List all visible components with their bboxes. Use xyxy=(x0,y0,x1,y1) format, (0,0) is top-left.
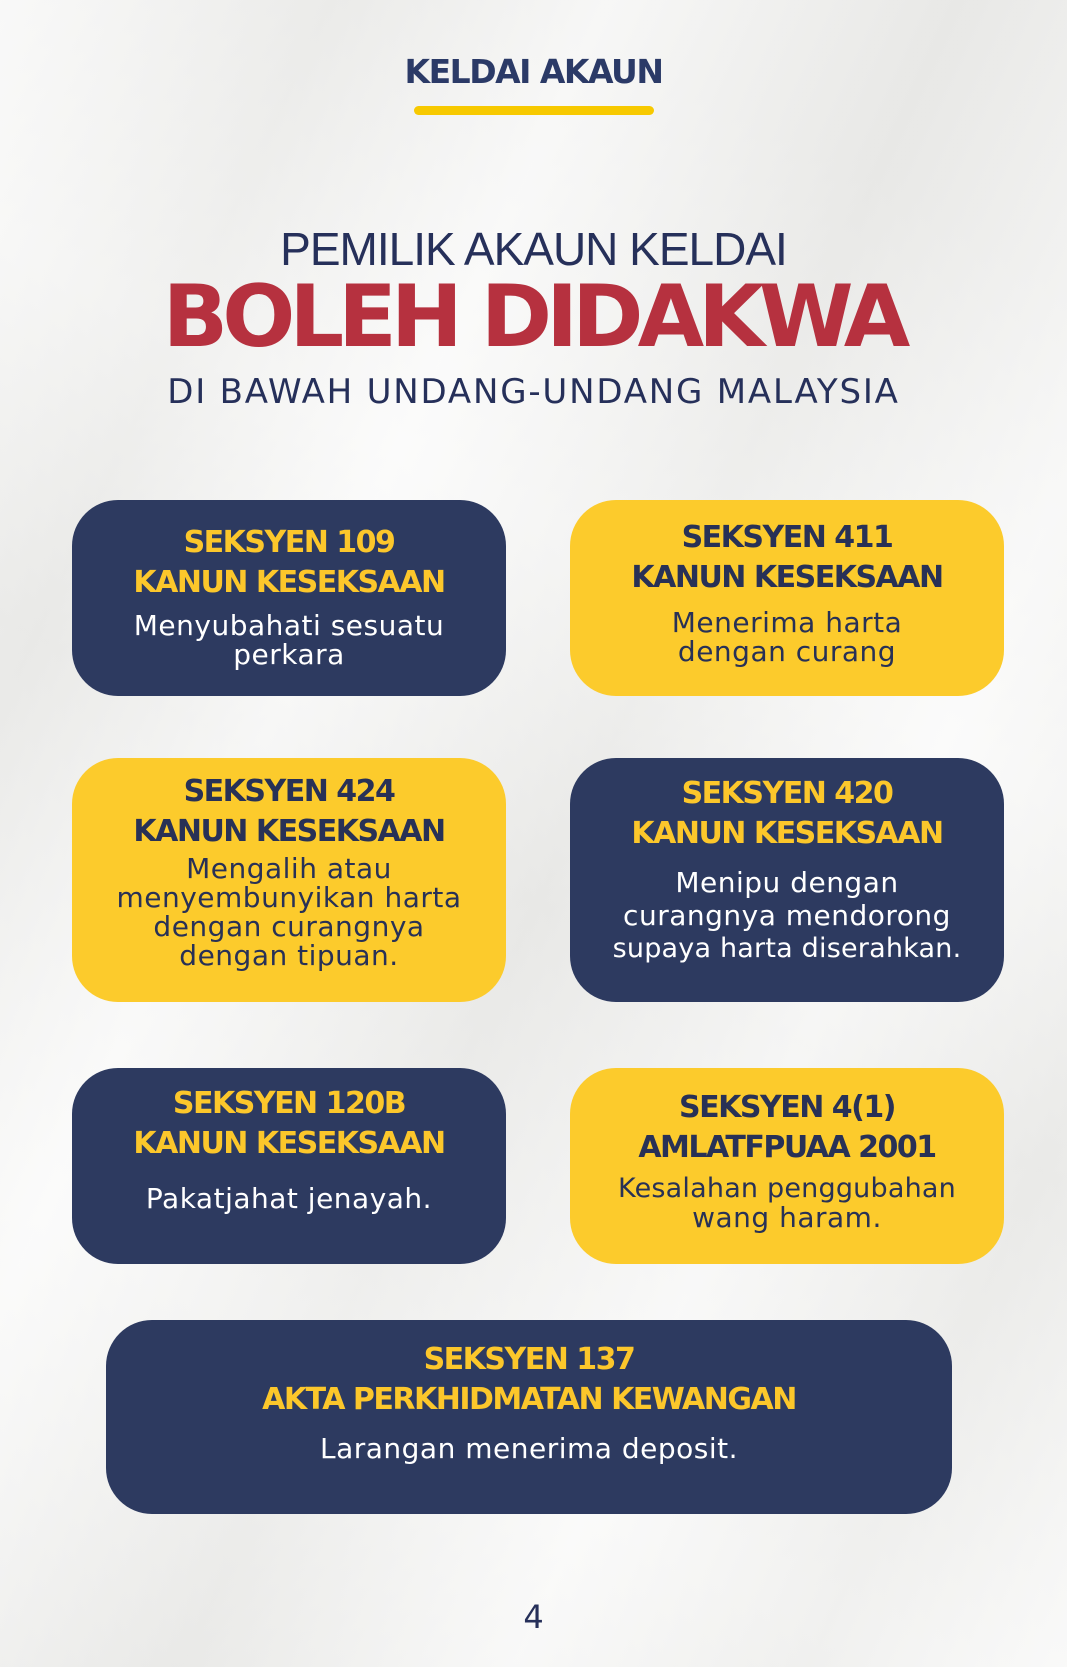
card-description-line: Larangan menerima deposit. xyxy=(319,1432,738,1465)
card-section: SEKSYEN 4(1) xyxy=(679,1090,895,1125)
law-card-seksyen-137 xyxy=(106,1320,952,1514)
card-act: AMLATFPUAA 2001 xyxy=(638,1130,936,1165)
card-description-line: dengan curangnya xyxy=(153,910,425,943)
law-card-seksyen-411 xyxy=(570,500,1004,696)
card-description-line: wang haram. xyxy=(692,1201,882,1234)
card-description-line: Menipu dengan xyxy=(675,866,899,899)
card-description-line: dengan curang xyxy=(677,635,897,668)
card-description-line: Menerima harta xyxy=(671,606,903,639)
card-description-line: Kesalahan penggubahan xyxy=(618,1173,956,1204)
card-description-line: curangnya mendorong xyxy=(623,899,951,932)
card-act: KANUN KESEKSAAN xyxy=(631,816,943,851)
card-description-line: Mengalih atau xyxy=(186,852,392,885)
law-card-seksyen-4-1 xyxy=(570,1068,1004,1264)
kicker-underline xyxy=(414,106,654,115)
card-act: KANUN KESEKSAAN xyxy=(631,560,943,595)
law-card-seksyen-120b xyxy=(72,1068,506,1264)
card-section: SEKSYEN 420 xyxy=(681,776,893,811)
card-section: SEKSYEN 120B xyxy=(172,1086,406,1121)
card-description-line: menyembunyikan harta xyxy=(116,881,462,914)
page-kicker: KELDAI AKAUN xyxy=(404,52,663,91)
title-line-1: PEMILIK AKAUN KELDAI xyxy=(280,223,787,275)
card-act: KANUN KESEKSAAN xyxy=(133,1126,445,1161)
title-line-3: DI BAWAH UNDANG-UNDANG MALAYSIA xyxy=(167,372,900,412)
card-description-line: supaya harta diserahkan. xyxy=(612,933,962,964)
law-card-seksyen-420 xyxy=(570,758,1004,1002)
card-act: KANUN KESEKSAAN xyxy=(133,565,445,600)
page-number: 4 xyxy=(523,1598,544,1636)
card-description-line: Menyubahati sesuatu xyxy=(133,609,445,642)
card-act: AKTA PERKHIDMATAN KEWANGAN xyxy=(262,1382,796,1417)
card-description-line: Pakatjahat jenayah. xyxy=(145,1182,433,1215)
card-section: SEKSYEN 109 xyxy=(183,525,395,560)
card-description-line: dengan tipuan. xyxy=(179,939,399,972)
card-section: SEKSYEN 411 xyxy=(681,520,893,555)
title-line-2: BOLEH DIDAKWA xyxy=(162,267,905,367)
law-card-seksyen-424 xyxy=(72,758,506,1002)
card-section: SEKSYEN 424 xyxy=(183,774,395,809)
card-description-line: perkara xyxy=(233,638,345,671)
card-act: KANUN KESEKSAAN xyxy=(133,814,445,849)
card-section: SEKSYEN 137 xyxy=(423,1342,635,1377)
law-card-seksyen-109 xyxy=(72,500,506,696)
